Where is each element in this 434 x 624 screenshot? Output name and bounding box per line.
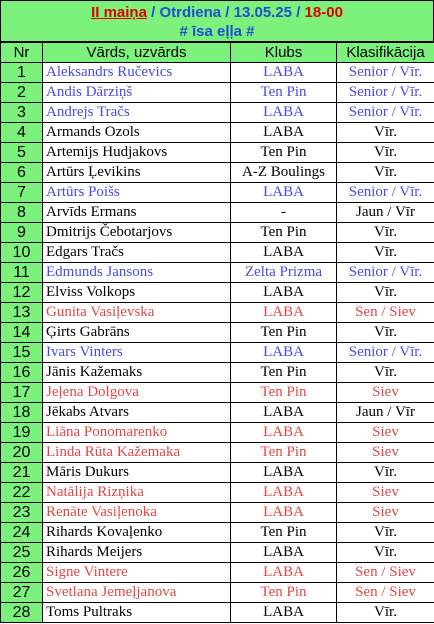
participant-name: Edmunds Jansons	[43, 263, 231, 283]
row-number: 11	[1, 263, 43, 283]
club-name: Zelta Prizma	[231, 263, 337, 283]
table-row	[1, 603, 434, 623]
row-number: 14	[1, 323, 43, 343]
column-header-nr: Nr	[1, 43, 43, 63]
title-separator-3: /	[292, 4, 305, 21]
participant-name: Gunita Vasiļevska	[43, 303, 231, 323]
title-separator-1: /	[146, 4, 160, 21]
table-row	[1, 223, 434, 243]
row-number: 13	[1, 303, 43, 323]
participant-name: Dmitrijs Čebotarjovs	[43, 223, 231, 243]
row-number: 3	[1, 103, 43, 123]
table-header-row	[1, 43, 434, 63]
classification: Siev	[337, 443, 434, 463]
participant-name: Arvīds Ermans	[43, 203, 231, 223]
participant-name: Liāna Ponomarenko	[43, 423, 231, 443]
participant-name: Linda Rūta Kažemaka	[43, 443, 231, 463]
row-number: 20	[1, 443, 43, 463]
participant-name: Artemijs Hudjakovs	[43, 143, 231, 163]
title-separator-2: /	[221, 4, 234, 21]
participant-name: Natālija Rizņika	[43, 483, 231, 503]
classification: Senior / Vīr.	[337, 103, 434, 123]
classification: Senior / Vīr.	[337, 83, 434, 103]
table-row	[1, 463, 434, 483]
club-name: LABA	[231, 123, 337, 143]
table-body	[1, 63, 434, 623]
club-name: Ten Pin	[231, 143, 337, 163]
classification: Vīr.	[337, 603, 434, 623]
club-name: LABA	[231, 603, 337, 623]
club-name: LABA	[231, 63, 337, 83]
club-name: Ten Pin	[231, 523, 337, 543]
club-name: LABA	[231, 423, 337, 443]
participant-name: Toms Pultraks	[43, 603, 231, 623]
table-row	[1, 203, 434, 223]
row-number: 23	[1, 503, 43, 523]
participant-name: Svetlana Jemeļjanova	[43, 583, 231, 603]
club-name: Ten Pin	[231, 323, 337, 343]
classification: Sen / Siev	[337, 303, 434, 323]
classification: Vīr.	[337, 223, 434, 243]
table-row	[1, 583, 434, 603]
club-name: LABA	[231, 543, 337, 563]
participant-name: Artūrs Ļevikins	[43, 163, 231, 183]
sheet-title	[0, 0, 434, 42]
participant-name: Edgars Tračs	[43, 243, 231, 263]
club-name: LABA	[231, 103, 337, 123]
row-number: 18	[1, 403, 43, 423]
classification: Vīr.	[337, 123, 434, 143]
row-number: 5	[1, 143, 43, 163]
classification: Sen / Siev	[337, 583, 434, 603]
table-row	[1, 523, 434, 543]
table-row	[1, 303, 434, 323]
club-name: LABA	[231, 503, 337, 523]
table-row	[1, 263, 434, 283]
participant-name: Rihards Kovaļenko	[43, 523, 231, 543]
row-number: 8	[1, 203, 43, 223]
club-name: LABA	[231, 463, 337, 483]
club-name: LABA	[231, 183, 337, 203]
row-number: 6	[1, 163, 43, 183]
day-label: Otrdiena	[159, 4, 222, 21]
participant-name: Andis Dārziņš	[43, 83, 231, 103]
row-number: 7	[1, 183, 43, 203]
row-number: 15	[1, 343, 43, 363]
participant-name: Ivars Vinters	[43, 343, 231, 363]
table-row	[1, 343, 434, 363]
row-number: 24	[1, 523, 43, 543]
classification: Senior / Vīr.	[337, 263, 434, 283]
participant-name: Signe Vintere	[43, 563, 231, 583]
participant-name: Andrejs Tračs	[43, 103, 231, 123]
club-name: A-Z Boulings	[231, 163, 337, 183]
participant-name: Artūrs Poišs	[43, 183, 231, 203]
row-number: 19	[1, 423, 43, 443]
row-number: 4	[1, 123, 43, 143]
participant-name: Jānis Kažemaks	[43, 363, 231, 383]
club-name: LABA	[231, 303, 337, 323]
classification: Vīr.	[337, 523, 434, 543]
club-name: Ten Pin	[231, 363, 337, 383]
classification: Vīr.	[337, 283, 434, 303]
table-row	[1, 443, 434, 463]
club-name: LABA	[231, 243, 337, 263]
table-row	[1, 323, 434, 343]
table-row	[1, 423, 434, 443]
club-name: LABA	[231, 563, 337, 583]
classification: Siev	[337, 423, 434, 443]
club-name: Ten Pin	[231, 83, 337, 103]
row-number: 2	[1, 83, 43, 103]
shift-label: II maiņa	[91, 4, 147, 21]
participant-name: Elviss Volkops	[43, 283, 231, 303]
row-number: 22	[1, 483, 43, 503]
table-row	[1, 103, 434, 123]
row-number: 17	[1, 383, 43, 403]
classification: Jaun / Vīr	[337, 403, 434, 423]
table-row	[1, 283, 434, 303]
classification: Vīr.	[337, 463, 434, 483]
classification: Vīr.	[337, 363, 434, 383]
classification: Siev	[337, 383, 434, 403]
classification: Vīr.	[337, 243, 434, 263]
club-name: Ten Pin	[231, 443, 337, 463]
classification: Vīr.	[337, 323, 434, 343]
classification: Jaun / Vīr	[337, 203, 434, 223]
column-header-club: Klubs	[231, 43, 337, 63]
classification: Vīr.	[337, 143, 434, 163]
table-row	[1, 503, 434, 523]
table-row	[1, 63, 434, 83]
table-row	[1, 563, 434, 583]
club-name: LABA	[231, 343, 337, 363]
classification: Vīr.	[337, 163, 434, 183]
row-number: 27	[1, 583, 43, 603]
table-row	[1, 123, 434, 143]
title-line	[1, 3, 433, 22]
participant-name: Renāte Vasiļenoka	[43, 503, 231, 523]
table-row	[1, 243, 434, 263]
row-number: 9	[1, 223, 43, 243]
row-number: 10	[1, 243, 43, 263]
club-name: Ten Pin	[231, 583, 337, 603]
oil-pattern-subtitle: # īsa eļļa #	[179, 23, 255, 40]
participants-table	[0, 42, 434, 623]
row-number: 21	[1, 463, 43, 483]
row-number: 16	[1, 363, 43, 383]
classification: Senior / Vīr.	[337, 183, 434, 203]
club-name: LABA	[231, 283, 337, 303]
row-number: 1	[1, 63, 43, 83]
table-row	[1, 543, 434, 563]
table-row	[1, 403, 434, 423]
table-row	[1, 363, 434, 383]
participant-name: Armands Ozols	[43, 123, 231, 143]
participant-name: Aleksandrs Ručevics	[43, 63, 231, 83]
row-number: 12	[1, 283, 43, 303]
club-name: Ten Pin	[231, 383, 337, 403]
row-number: 26	[1, 563, 43, 583]
participant-name: Māris Dukurs	[43, 463, 231, 483]
club-name: LABA	[231, 483, 337, 503]
table-row	[1, 483, 434, 503]
date-label: 13.05.25	[233, 4, 293, 21]
classification: Vīr.	[337, 543, 434, 563]
table-row	[1, 163, 434, 183]
table-row	[1, 143, 434, 163]
club-name: LABA	[231, 403, 337, 423]
club-name: -	[231, 203, 337, 223]
participant-name: Jēkabs Atvars	[43, 403, 231, 423]
column-header-name: Vārds, uzvārds	[43, 43, 231, 63]
classification: Siev	[337, 483, 434, 503]
classification: Senior / Vīr.	[337, 63, 434, 83]
table-row	[1, 83, 434, 103]
row-number: 25	[1, 543, 43, 563]
club-name: Ten Pin	[231, 223, 337, 243]
participant-name: Jeļena Dolgova	[43, 383, 231, 403]
row-number: 28	[1, 603, 43, 623]
column-header-classification: Klasifikācija	[337, 43, 434, 63]
classification: Sen / Siev	[337, 563, 434, 583]
table-row	[1, 383, 434, 403]
time-label: 18-00	[304, 4, 343, 21]
classification: Siev	[337, 503, 434, 523]
participant-name: Ģirts Gabrāns	[43, 323, 231, 343]
participant-name: Rihards Meijers	[43, 543, 231, 563]
table-row	[1, 183, 434, 203]
classification: Senior / Vīr.	[337, 343, 434, 363]
